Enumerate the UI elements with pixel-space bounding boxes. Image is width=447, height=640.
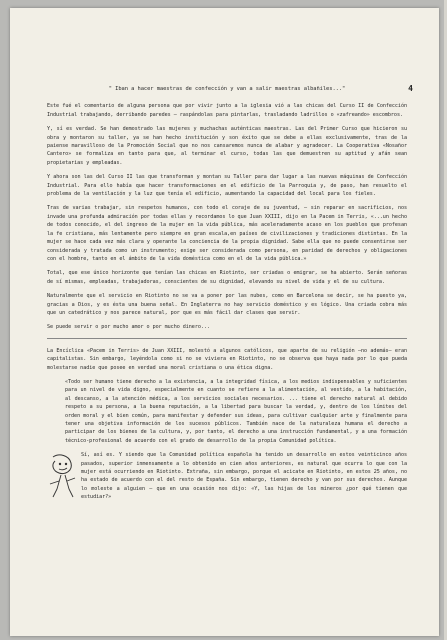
- paragraph-8: La Encíclica «Pacem in Terris» de Juan XXIII, molestó a algunos católicos, que aparte de su religión —no además— eran capitalistas. Sin embargo, leyéndola como si no se viviera en Riotinto, no se observa que haya nada por lo que pueda molestarse nadie que posee en verdad una moral cristiana o una ética digna.: [47, 347, 407, 371]
- paragraph-3: Y ahora son las del Curso II las que transforman y montan su Taller para dar lugar a las nuevas máquinas de Confección Industrial. Para ello había que hacer transformaciones en el edificio de la Parroquia y, de paso, han resuelto el problema de la ventilación y la luz que tenía el edificio, aumentando la capacidad del local para los fieles.: [47, 174, 407, 198]
- paragraph-6: Naturalmente que el servicio en Riotinto no se va a poner por las nubes, como en Barcelona se decir, se ha puesto ya, gracias a Dios, y es ésta una buena señal. En Inglaterra no hay servicio doméstico y es lógico. Una criada cobra más que un catedrático y nos parece natural, por que es más fácil dar clases que servir.: [47, 293, 407, 316]
- paragraph-4: Tras de varias trabajar, sin respetos humanos, con todo el coraje de su juventud, — sin reparar en sacrificios, nos invade una profunda admiración por todas ellas y recordamos lo que Juan XXIII, dijo en la Pacem in Terris, «...un hecho de todos conocido, el del ingreso de la mujer en la vida pública, más aceleradamente acaso en los pueblos que profesan la fe cristiana, más lentamente pero siempre en gran escala,en países de civilizaciones y tradiciones distintas. En la mujer se hace cada vez más clara y operante la conciencia de la propia dignidad. Sabe ella que no puede consentirse ser considerada y tratada como un instrumento; exige ser considerada como persona, en paridad de derechos y obligaciones con el hombre, tanto en el ámbito de la vida doméstica como en el de la vida pública.»: [47, 205, 407, 262]
- paragraph-7: Se puede servir o por mucho amor o por mucho dinero...: [47, 324, 210, 331]
- sketch-illustration-icon: [47, 453, 77, 499]
- document-page: [10, 8, 439, 636]
- article-body: [47, 85, 407, 508]
- lead-quote: " Iban a hacer maestras de confección y van a salir maestras albañiles...": [108, 86, 346, 92]
- paragraph-10: Sí, así es. Y siendo que la Comunidad política española ha tenido un desarrollo en estos veinticinco años pasados, superior inmensamente a lo obtenido en cien años anteriores, es natural que ocurra lo que con la mujer está ocurriendo en Riotinto. Extraña, sin embargo, porque el acicate en Riotinto, en estos 25 años, no ha estado de acuerdo con el del resto de España. Sin embargo, tienen derecho y van por sus derechos. Aunque lo moleste a alguien — que en una ocasión nos dijo: «Y, las hijas de los mineros ¿por qué tienen que estudiar?»: [81, 452, 407, 501]
- page-number: 4: [408, 84, 413, 93]
- paragraph-1: Este fué el comentario de alguna persona que por vivir junto a la iglesia vió a las chicas del Curso II de Confección Industrial trabajando, derribando paredes — raspándolas para pintarlas, trasladando ladrillos o «zafreando» escombros.: [47, 103, 407, 118]
- encyclical-quote: «Todo ser humano tiene derecho a la existencia, a la integridad física, a los medios indispensables y suficientes para un nivel de vida digno, especialmente en cuanto se refiere a la alimentación, al vestido, a la habitación, al descanso, a la atención médica, a los servicios sociales necesarios. ... tiene el derecho natural al debido respeto a su persona, a la buena reputación, a la libertad para buscar la verdad, y, dentro de los límites del orden moral y el bien común, para manifestar y defender sus ideas, para cultivar cualquier arte y finalmente para tener una objetiva información de los sucesos públicos. También nace de la naturaleza humana el derecho a participar de los bienes de la cultura, y, por tanto, el derecho a una instrucción fundamental, y a una formación técnico-profesional de acuerdo con el grado de desarrollo de la propia Comunidad política.: [65, 378, 407, 444]
- section-divider: [47, 338, 407, 339]
- paragraph-5: Total, que ese único horizonte que tenían las chicas en Riotinto, ser criadas o emigrar, se ha abierto. Serán señoras de sí mismas, empleadas, trabajadoras, conscientes de su dignidad, elevando su nivel de vida y el de su cultura.: [47, 270, 407, 285]
- paragraph-2: Y, sí es verdad. Se han demostrado las mujeres y muchachas auténticas maestras. Las del Primer Curso que hicieron su obra y montaron su taller, ya se han hecho institución y son éxito que se debe a ellas exclusivamente, tras de la paiense maravilloso de la Promoción Social que no nos cansaremos nunca de alabar y agradecer. La Cooperativa «Nosañor Cantero» se formaliza en tanto para que, al terminar el curso, todas las que demuestren su aptitud y afán sean propietarias y empleadas.: [47, 126, 407, 166]
- closing-section: [47, 451, 407, 501]
